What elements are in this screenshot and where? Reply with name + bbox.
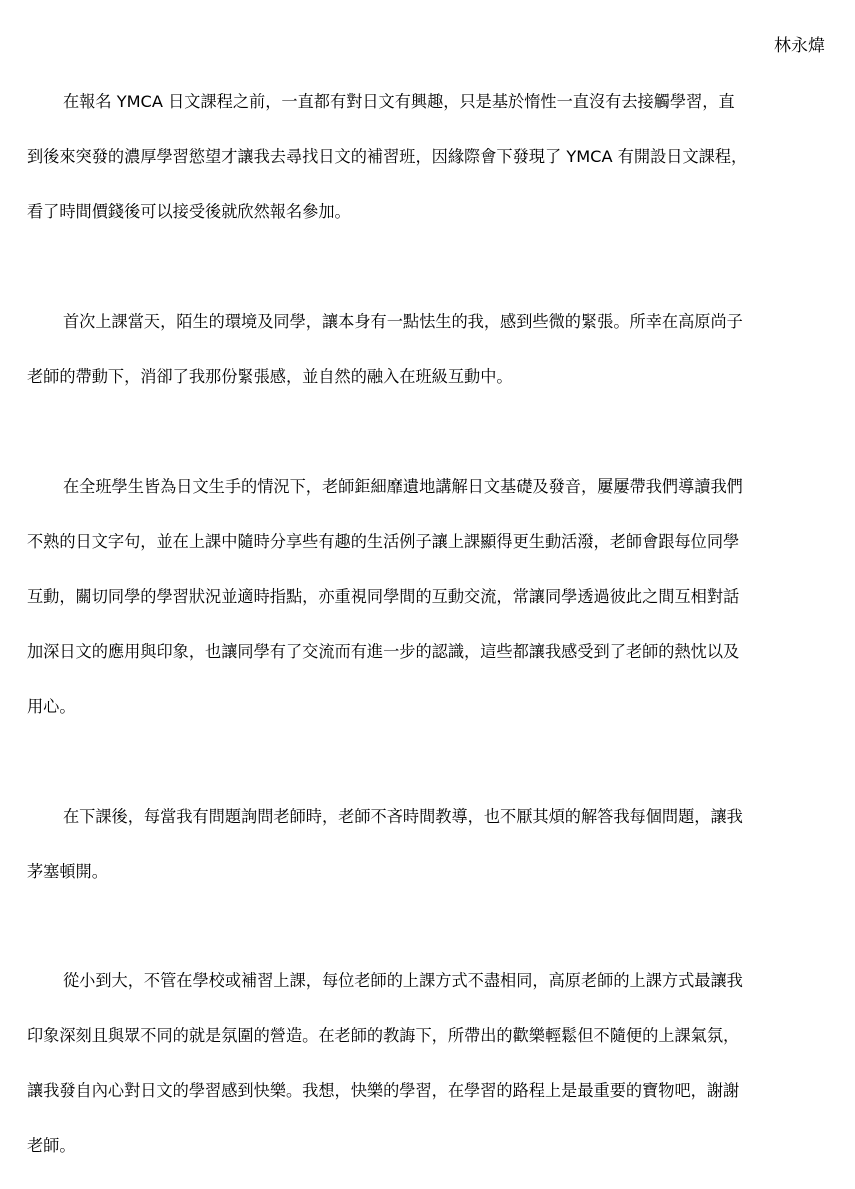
text-line: 在報名 YMCA 日文課程之前，一直都有對日文有興趣，只是基於惰性一直沒有去接觸學習，直: [63, 92, 735, 111]
paragraph-registration: [27, 90, 827, 255]
paragraph-first-class: [27, 310, 827, 420]
paragraph-teaching: [27, 475, 827, 750]
text-line: 用心。: [27, 697, 76, 716]
text-line: 在下課後，每當我有問題詢問老師時，老師不吝時間教導，也不厭其煩的解答我每個問題，讓我: [63, 807, 743, 826]
text-line: 老師。: [27, 1136, 76, 1155]
text-line: 從小到大，不管在學校或補習上課，每位老師的上課方式不盡相同，高原老師的上課方式最讓我: [63, 971, 743, 990]
author-name: 林永煒: [774, 36, 825, 56]
text-line: 互動，關切同學的學習狀況並適時指點，亦重視同學間的互動交流，常讓同學透過彼此之間互相對話: [27, 587, 740, 606]
text-line: 茅塞頓開。: [27, 862, 108, 881]
text-line: 不熟的日文字句，並在上課中隨時分享些有趣的生活例子讓上課顯得更生動活潑，老師會跟每位同學: [27, 532, 740, 551]
text-line: 讓我發自內心對日文的學習感到快樂。我想，快樂的學習，在學習的路程上是最重要的寶物吧，謝謝: [27, 1081, 740, 1100]
paragraph-conclusion: [27, 969, 827, 1189]
text-line: 看了時間價錢後可以接受後就欣然報名參加。: [27, 202, 351, 221]
text-line: 到後來突發的濃厚學習慾望才讓我去尋找日文的補習班，因緣際會下發現了 YMCA 有開設日文課程，: [27, 147, 748, 166]
text-line: 印象深刻且與眾不同的就是氛圍的營造。在老師的教誨下，所帶出的歡樂輕鬆但不隨便的上課氣氛，: [27, 1026, 740, 1045]
text-line: 加深日文的應用與印象，也讓同學有了交流而有進一步的認識，這些都讓我感受到了老師的熱忱以及: [27, 642, 740, 661]
paragraph-after-class: [27, 805, 827, 915]
text-line: 老師的帶動下，消卻了我那份緊張感，並自然的融入在班級互動中。: [27, 367, 513, 386]
text-line: 首次上課當天，陌生的環境及同學，讓本身有一點怯生的我，感到些微的緊張。所幸在高原尚子: [63, 312, 743, 331]
text-line: 在全班學生皆為日文生手的情況下，老師鉅細靡遺地講解日文基礎及發音，屢屢帶我們導讀我們: [63, 477, 743, 496]
